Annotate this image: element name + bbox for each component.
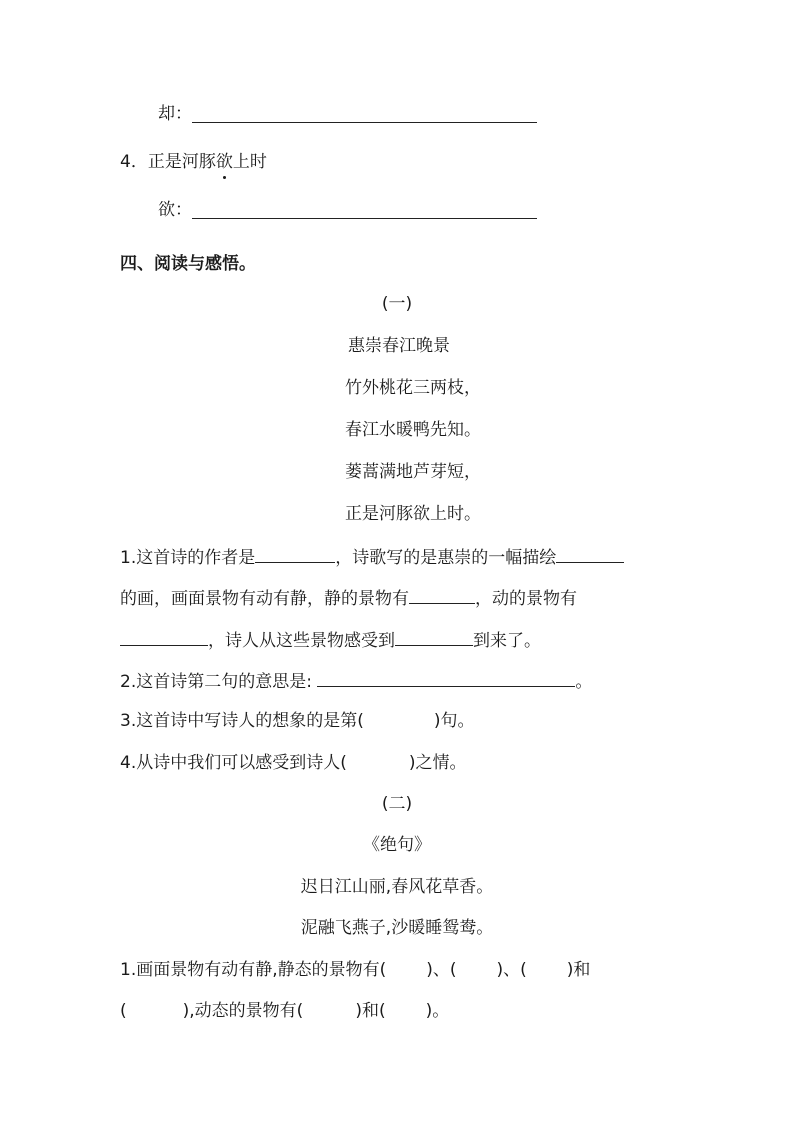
q1-text-b: ，诗歌写的是惠崇的一幅描绘 — [335, 548, 557, 568]
s2q1-text-d: )和 — [566, 960, 591, 980]
yu-answer-blank[interactable] — [192, 200, 537, 219]
section-heading: 四、阅读与感悟。 — [120, 254, 256, 274]
emphasis-dot-char: 欲 — [215, 152, 233, 172]
s2q1-text-h: )。 — [425, 1001, 450, 1021]
season-blank[interactable] — [556, 544, 624, 563]
q3-text-a: 3.这首诗中写诗人的想象的是第( — [120, 711, 364, 731]
question-1-line-3 — [120, 627, 541, 653]
item-4-number: 4． — [120, 152, 148, 172]
s2q1-text-c: )、( — [496, 960, 527, 980]
s2q1-text-e: ( — [120, 1001, 127, 1021]
q4-text-b: )之情。 — [408, 753, 467, 773]
s2q1-text-b: )、( — [426, 960, 457, 980]
s2q1-text-g: )和( — [355, 1001, 386, 1021]
section-2-question-1-line-2 — [120, 999, 449, 1023]
feeling-blank[interactable] — [395, 627, 473, 646]
q1-text-d: ，动的景物有 — [475, 589, 577, 609]
dynamic-scenery-blank[interactable] — [120, 627, 208, 646]
author-blank[interactable] — [255, 544, 335, 563]
q1-text-f: 到来了。 — [473, 631, 541, 651]
question-3 — [120, 709, 475, 733]
poem-1-line-3: 蒌蒿满地芦芽短， — [345, 462, 481, 482]
s2q1-text-f: ),动态的景物有( — [182, 1001, 304, 1021]
que-line — [158, 102, 192, 126]
que-label: 却： — [158, 104, 192, 124]
yu-line — [158, 198, 192, 222]
q1-text-c: 的画，画面景物有动有静，静的景物有 — [120, 589, 409, 609]
item-4-line — [120, 150, 267, 174]
static-scenery-blank[interactable] — [409, 585, 475, 604]
question-1-line-1 — [120, 544, 624, 570]
q1-text-e: ，诗人从这些景物感受到 — [208, 631, 395, 651]
que-answer-blank[interactable] — [192, 104, 537, 123]
item-4-text-post: 上时 — [232, 152, 267, 172]
meaning-blank[interactable] — [317, 668, 575, 687]
poem-1-title: 惠崇春江晚景 — [348, 336, 450, 356]
item-4-text-pre: 正是河豚 — [147, 152, 216, 172]
poem-1-line-4: 正是河豚欲上时。 — [345, 504, 481, 524]
poem-1-line-1: 竹外桃花三两枝， — [345, 378, 481, 398]
question-1-line-2 — [120, 585, 577, 611]
poem-1-line-2: 春江水暖鸭先知。 — [345, 420, 481, 440]
q4-text-a: 4.从诗中我们可以感受到诗人( — [120, 753, 347, 773]
poem-2-line-1: 迟日江山丽,春风花草香。 — [300, 877, 494, 897]
yu-label: 欲： — [158, 200, 192, 220]
section-1-label: (一) — [381, 294, 413, 314]
section-2-label: (二) — [381, 794, 413, 814]
poem-2-title: 《绝句》 — [363, 835, 431, 855]
question-4 — [120, 751, 467, 775]
section-2-question-1-line-1 — [120, 958, 590, 982]
question-2 — [120, 668, 592, 694]
s2q1-text-a: 1.画面景物有动有静,静态的景物有( — [120, 960, 387, 980]
q2-text-a: 2.这首诗第二句的意思是: — [120, 672, 312, 692]
poem-2-line-2: 泥融飞燕子,沙暖睡鸳鸯。 — [300, 918, 494, 938]
q2-text-b: 。 — [575, 672, 593, 692]
q3-text-b: )句。 — [433, 711, 475, 731]
q1-text-a: 1.这首诗的作者是 — [120, 548, 256, 568]
